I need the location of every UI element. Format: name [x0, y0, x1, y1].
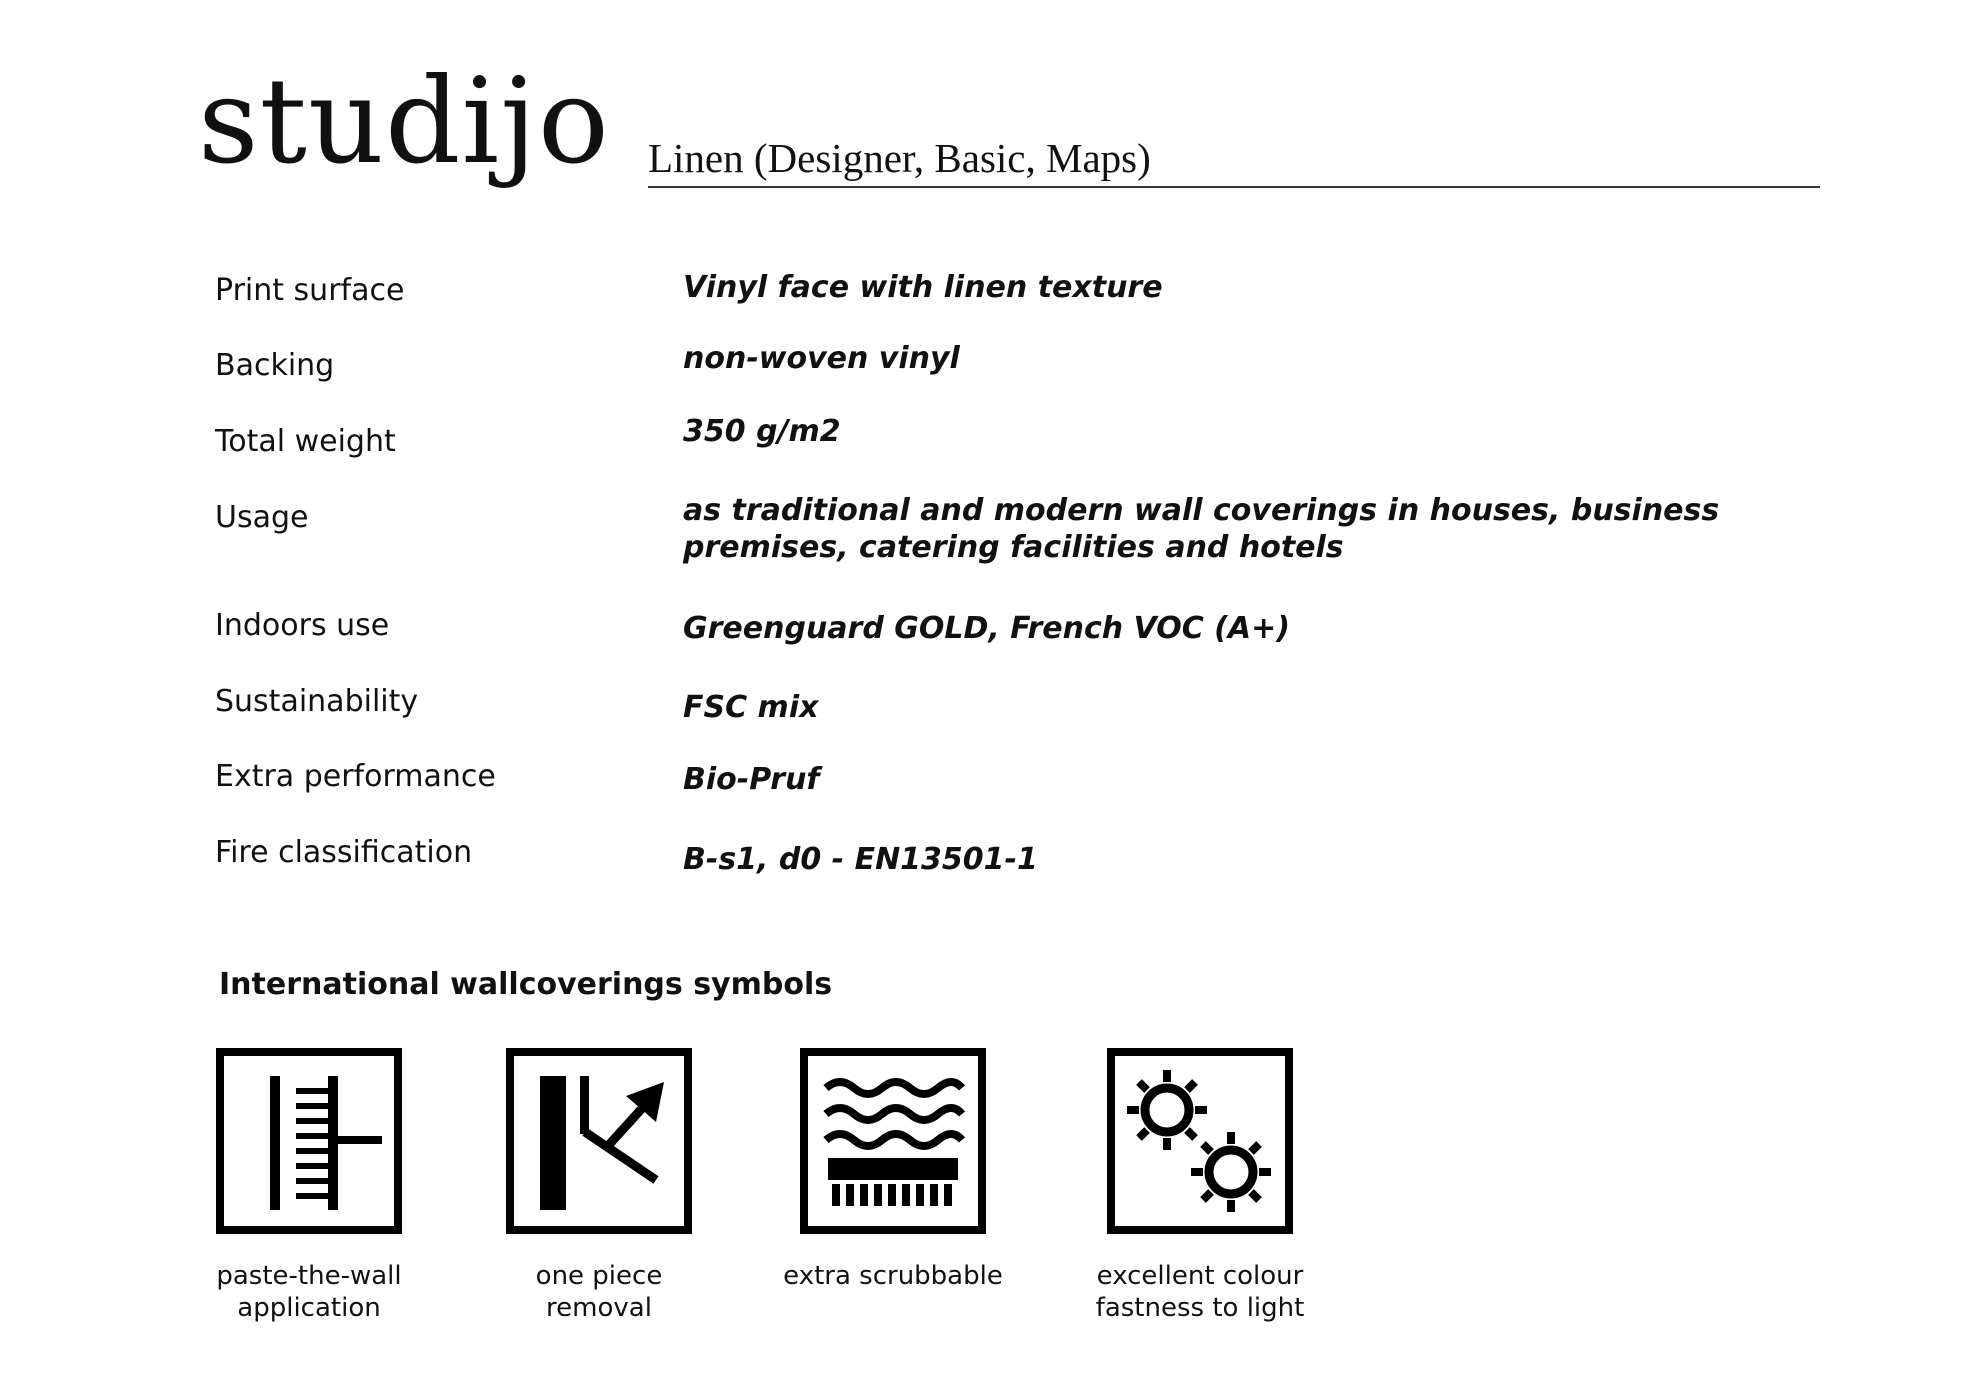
extra-scrubbable-icon [800, 1048, 986, 1234]
spec-label-usage: Usage [215, 500, 309, 535]
spec-label-backing: Backing [215, 348, 335, 383]
spec-label-sustainability: Sustainability [215, 684, 419, 719]
spec-label-fire-classification: Fire classification [215, 835, 473, 870]
symbol-caption-paste-the-wall: paste-the-wall application [216, 1261, 402, 1323]
spec-label-indoors-use: Indoors use [215, 608, 390, 643]
spec-label-extra-performance: Extra performance [215, 759, 496, 794]
spec-value-indoors-use: Greenguard GOLD, French VOC (A+) [683, 611, 1290, 646]
spec-value-total-weight: 350 g/m2 [683, 414, 841, 449]
spec-value-sustainability: FSC mix [683, 690, 819, 725]
product-title: Linen (Designer, Basic, Maps) [648, 135, 1151, 181]
symbol-caption-one-piece-removal: one piece removal [535, 1261, 663, 1323]
brand-logo: studijo [198, 52, 610, 190]
spec-value-fire-classification: B-s1, d0 - EN13501-1 [683, 842, 1038, 877]
title-rule [648, 186, 1820, 188]
symbols-heading: International wallcoverings symbols [219, 967, 833, 1002]
spec-value-usage: as traditional and modern wall coverings in houses, business premises, catering facilities and hotels [683, 493, 1720, 565]
symbol-paste-the-wall [216, 1048, 402, 1234]
symbol-extra-scrubbable [800, 1048, 986, 1234]
symbol-one-piece-removal [506, 1048, 692, 1234]
spec-value-extra-performance: Bio-Pruf [683, 762, 820, 797]
spec-label-print-surface: Print surface [215, 273, 405, 308]
paste-the-wall-icon [216, 1048, 402, 1234]
one-piece-removal-icon [506, 1048, 692, 1234]
colour-fastness-icon [1107, 1048, 1293, 1234]
symbol-colour-fastness [1107, 1048, 1293, 1234]
spec-label-total-weight: Total weight [215, 424, 396, 459]
symbol-caption-colour-fastness: excellent colour fastness to light [1095, 1261, 1305, 1323]
spec-value-backing: non-woven vinyl [683, 341, 960, 376]
spec-value-print-surface: Vinyl face with linen texture [683, 270, 1163, 305]
symbol-caption-extra-scrubbable: extra scrubbable [783, 1261, 1003, 1291]
